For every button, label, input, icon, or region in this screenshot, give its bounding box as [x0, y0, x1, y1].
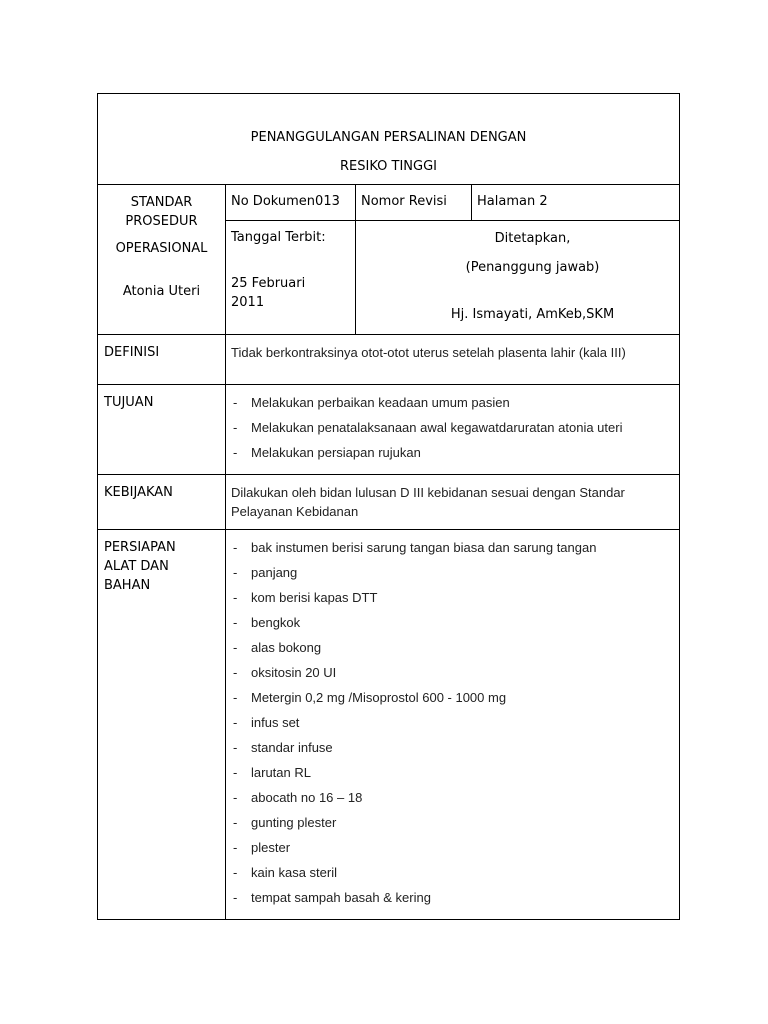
tanggal-terbit-label: Tanggal Terbit: — [231, 230, 326, 245]
list-item: - kain kasa steril — [231, 863, 673, 882]
definisi-row — [98, 335, 680, 385]
sop-topic: Atonia Uteri — [122, 284, 201, 299]
title-row — [98, 94, 680, 185]
no-dokumen: No Dokumen013 — [226, 185, 356, 221]
penanggung-jawab-label: (Penanggung jawab) — [465, 260, 600, 275]
sop-line-operasional: OPERASIONAL — [115, 241, 208, 256]
definisi-text: Tidak berkontraksinya otot-otot uterus setelah plasenta lahir (kala III) — [226, 335, 680, 385]
tujuan-label: TUJUAN — [98, 385, 226, 475]
definisi-label: DEFINISI — [98, 335, 226, 385]
list-item: - abocath no 16 – 18 — [231, 788, 673, 807]
list-item: - infus set — [231, 713, 673, 732]
list-item: - oksitosin 20 UI — [231, 663, 673, 682]
persiapan-label-line-1: PERSIAPAN — [104, 540, 176, 555]
sop-line-prosedur: PROSEDUR — [125, 214, 198, 229]
sop-document-table — [97, 93, 680, 920]
ditetapkan-label: Ditetapkan, — [494, 231, 571, 246]
tujuan-content — [226, 385, 680, 475]
nomor-revisi: Nomor Revisi — [356, 185, 472, 221]
header-row-1 — [98, 185, 680, 221]
kebijakan-row — [98, 475, 680, 530]
list-item: - Melakukan perbaikan keadaan umum pasien — [231, 393, 673, 412]
list-item: - Melakukan persiapan rujukan — [231, 443, 673, 462]
persiapan-label-cell — [98, 530, 226, 920]
persiapan-label-line-2: ALAT DAN — [104, 559, 169, 574]
persiapan-list — [231, 538, 673, 907]
list-item: - bak instumen berisi sarung tangan biasa dan sarung tangan — [231, 538, 673, 557]
sop-label-cell — [98, 185, 226, 335]
list-item: - panjang — [231, 563, 673, 582]
list-item: - gunting plester — [231, 813, 673, 832]
list-item: - bengkok — [231, 613, 673, 632]
list-item: - plester — [231, 838, 673, 857]
tanggal-terbit-cell — [226, 221, 356, 335]
document-title — [98, 94, 680, 185]
persiapan-label-line-3: BAHAN — [104, 578, 151, 593]
tujuan-list — [231, 393, 673, 462]
list-item: - Melakukan penatalaksanaan awal kegawatdaruratan atonia uteri — [231, 418, 673, 437]
kebijakan-label: KEBIJAKAN — [98, 475, 226, 530]
persiapan-row — [98, 530, 680, 920]
persiapan-content — [226, 530, 680, 920]
sop-line-standar: STANDAR — [130, 195, 193, 210]
list-item: - Metergin 0,2 mg /Misoprostol 600 - 1000 mg — [231, 688, 673, 707]
title-line-2: RESIKO TINGGI — [340, 159, 438, 174]
list-item: - larutan RL — [231, 763, 673, 782]
tujuan-row — [98, 385, 680, 475]
list-item: - tempat sampah basah & kering — [231, 888, 673, 907]
list-item: - standar infuse — [231, 738, 673, 757]
penanggung-jawab-name: Hj. Ismayati, AmKeb,SKM — [450, 307, 615, 322]
title-line-1: PENANGGULANGAN PERSALINAN DENGAN — [250, 130, 527, 145]
list-item: - alas bokong — [231, 638, 673, 657]
tanggal-terbit-value: 25 Februari 2011 — [231, 276, 306, 310]
halaman: Halaman 2 — [472, 185, 680, 221]
ditetapkan-cell — [356, 221, 680, 335]
list-item: - kom berisi kapas DTT — [231, 588, 673, 607]
kebijakan-text: Dilakukan oleh bidan lulusan D III kebidanan sesuai dengan Standar Pelayanan Kebidanan — [226, 475, 680, 530]
